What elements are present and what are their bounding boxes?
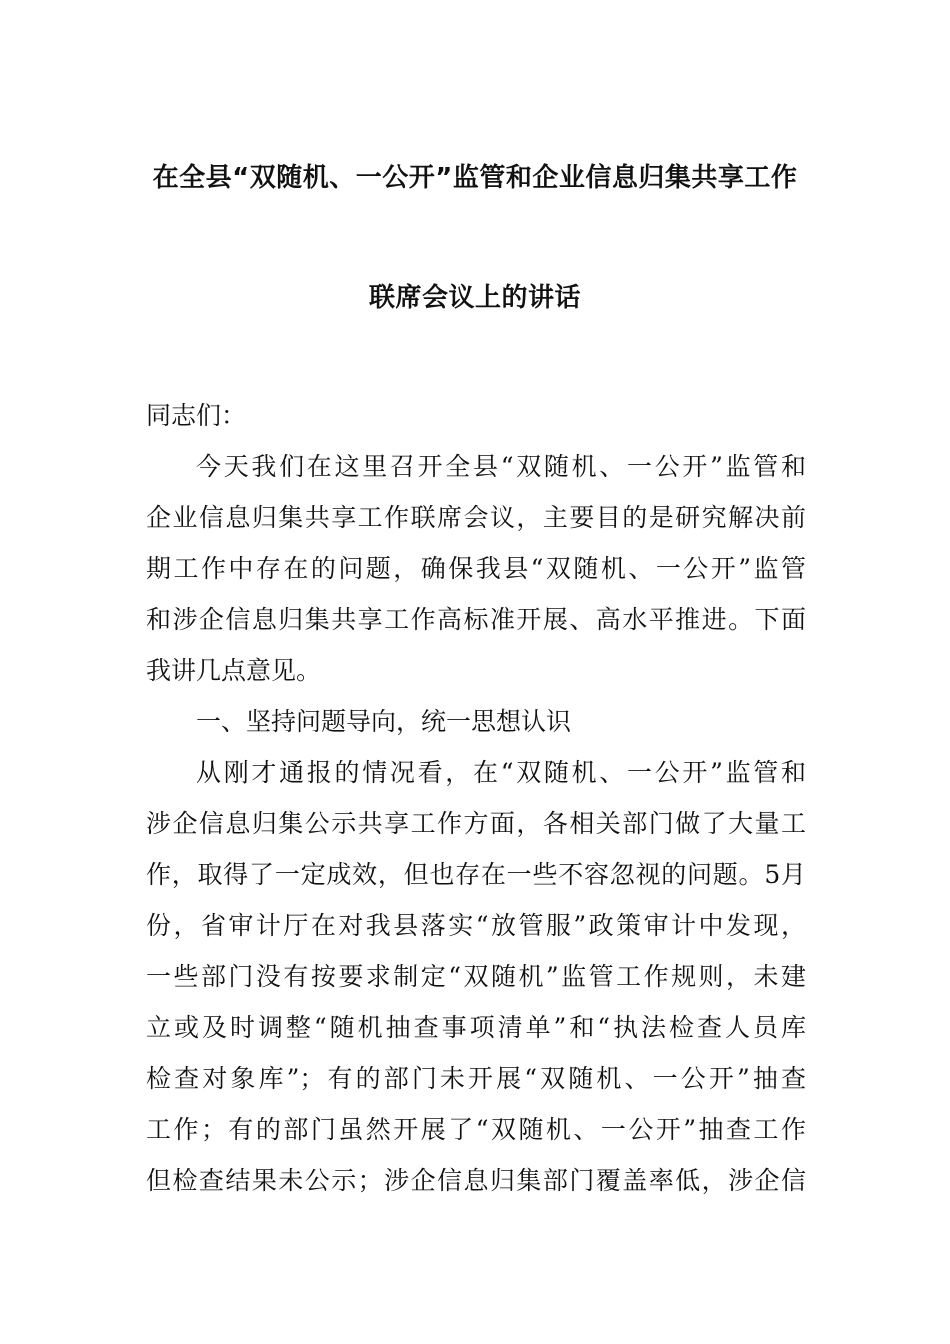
paragraph-2-line-7: 检查对象库”；有的部门未开展“双随机、一公开”抽查 [146,1064,806,1093]
paragraph-1-line-1: 今天我们在这里召开全县“双随机、一公开”监管和 [196,452,806,481]
paragraph-1-line-3: 期工作中存在的问题，确保我县“双随机、一公开”监管 [146,554,806,583]
paragraph-2-line-9: 但检查结果未公示；涉企信息归集部门覆盖率低，涉企信 [146,1166,806,1195]
paragraph-2-line-5: 一些部门没有按要求制定“双随机”监管工作规则，未建 [146,962,806,991]
paragraph-1-line-5: 我讲几点意见。 [146,656,322,685]
paragraph-2-line-8: 工作；有的部门虽然开展了“双随机、一公开”抽查工作 [146,1115,806,1144]
paragraph-2-line-6: 立或及时调整“随机抽查事项清单”和“执法检查人员库 [146,1013,806,1042]
section-1-heading: 一、坚持问题导向，统一思想认识 [196,707,572,736]
document-title-line-2: 联席会议上的讲话 [368,283,581,313]
paragraph-2-line-3: 作，取得了一定成效，但也存在一些不容忽视的问题。5月 [146,860,806,889]
paragraph-1-line-4: 和涉企信息归集共享工作高标准开展、高水平推进。下面 [146,605,806,634]
paragraph-2-line-4: 份，省审计厅在对我县落实“放管服”政策审计中发现， [146,911,806,940]
salutation: 同志们： [146,401,247,430]
paragraph-1-line-2: 企业信息归集共享工作联席会议，主要目的是研究解决前 [146,503,806,532]
paragraph-2-line-1: 从刚才通报的情况看，在“双随机、一公开”监管和 [196,758,806,787]
paragraph-2-line-2: 涉企信息归集公示共享工作方面，各相关部门做了大量工 [146,809,806,838]
document-title-line-1: 在全县“双随机、一公开”监管和企业信息归集共享工作 [152,163,798,193]
